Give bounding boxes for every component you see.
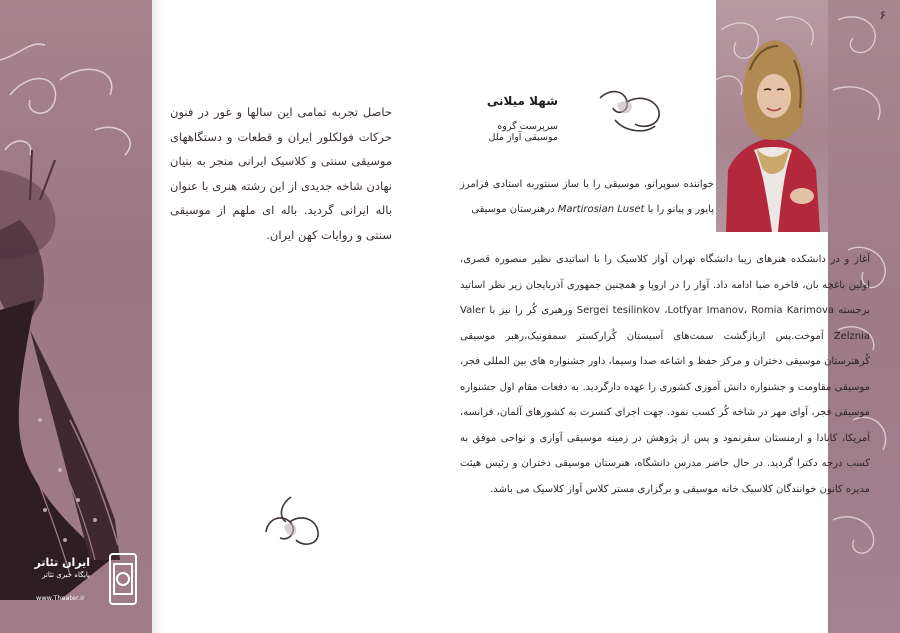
logo-url: www.Theater.ir	[36, 594, 85, 602]
bio-paragraph: آغاز و در دانشکده هنرهای زیبا دانشگاه تهران آواز کلاسیک را با اساتیدی نظیر منصوره قصری، اولین باغچه بان، فاخره صبا ادامه داد. آواز را در اروپا و همچنین جمهوری آذربایجان زیر نظر اساتید برجسته Sergei tesilinkov ،Lotfyar Imanov، Romia Karimova ورهبری کُر را نیز با Valer Zelznia آموخت.پس ازبازگشت سمت‌های آسیستان کُرارکستر سمفونیک،رهبر موسیقی کُرهنرستان موسیقی دختران و مرکز حفظ و اشاعه صدا وسیما، داور جشنواره های بین المللی فجر، موسیقی مقاومت و جشنواره دانش آموزی کشوری را عهده دارگردید. به دفعات مقام اول جشنواره موسیقی فجر، آوای مهر در شاخه کُر کسب نمود. جهت اجرای کنسرت به کشورهای آلمان، فرانسه، آمریکا، کانادا و ارمنستان سفرنمود و پس از پژوهش در زمینه موسیقی آوازی و نواحی موفق به کسب درجه دکترا گردید. در حال حاضر مدرس دانشگاه، هنرستان موسیقی دختران و رئیس هیئت مدیره کانون خوانندگان کلاسیک خانه موسیقی و برگزاری مستر کلاس آواز کلاسیک می باشد.	[460, 254, 871, 495]
bio-intro	[460, 172, 714, 222]
intro-paragraph: حاصل تجربه تمامی این سالها و غور در فنون حرکات فولکلور ایران و قطعات و دستگاههای موسیقی سنتی و کلاسیک ایرانی منجر به بنیان نهادن شاخه جدیدی از این رشته هنری با عنوان باله ایرانی گردید. باله ای ملهم از موسیقی سنتی و روایات کهن ایران.	[170, 105, 392, 242]
logo-name: ایران تئاتر پایگاه خبری تئاتر	[34, 556, 90, 579]
dancer-illustration	[0, 0, 152, 633]
dancer-figure	[0, 150, 120, 600]
artist-portrait	[716, 0, 828, 232]
bio-short-text: خواننده سوپرانو، موسیقی را با ساز سنتوربه استادی فرامرز پایور و پیانو را با	[460, 179, 714, 215]
swirl-ornament-icon	[595, 80, 665, 139]
artist-name: شهلا میلانی	[486, 94, 558, 108]
page-gutter-shadow	[152, 0, 162, 633]
page-number: ۶	[879, 8, 886, 22]
teacher-name: Martirosian Luset	[557, 204, 645, 215]
left-decorative-panel	[0, 0, 152, 633]
artist-role: سرپرست گروه موسیقی آواز ملل	[488, 121, 558, 143]
swirl-ornament-icon	[256, 492, 326, 556]
bio-short-tail: درهنرستان موسیقی	[471, 204, 555, 215]
portrait-illustration	[716, 0, 828, 232]
floral-swirl-pattern	[0, 44, 130, 155]
